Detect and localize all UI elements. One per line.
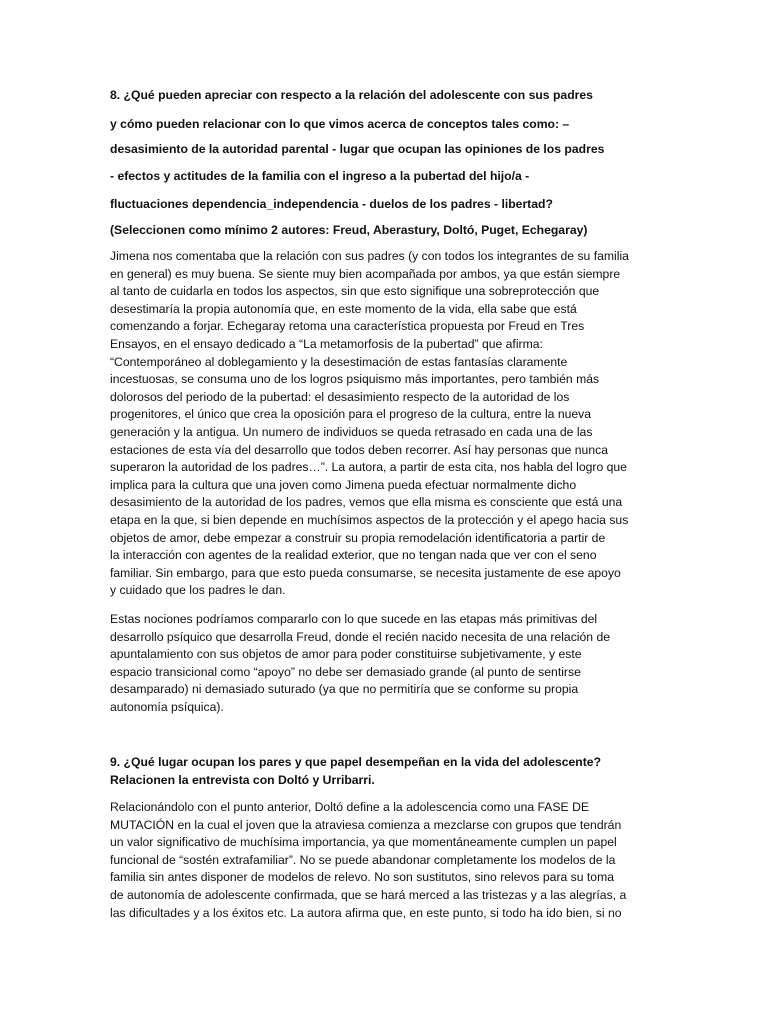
answer-8-p1-line: en general) es muy buena. Se siente muy bien acompañada por ambos, ya que están siempre xyxy=(110,266,621,281)
question-9-line: 9. ¿Qué lugar ocupan los pares y que papel desempeñan en la vida del adolescente? xyxy=(110,755,602,769)
answer-9-paragraph-1 xyxy=(110,799,658,922)
answer-8-p1-line: superaron la autoridad de los padres…”. La autora, a partir de esta cita, nos habla del logro que xyxy=(110,460,627,475)
question-9-line: Relacionen la entrevista con Doltó y Urribarri. xyxy=(110,772,375,787)
answer-8-p1-line: estaciones de esta vía del desarrollo que todos deben recorrer. Así hay personas que nunca xyxy=(110,442,608,457)
answer-8-p2-line: Estas nociones podríamos compararlo con lo que sucede en las etapas más primitivas del xyxy=(110,612,598,626)
answer-8-p1-line: “Contemporáneo al doblegamiento y la desestimación de estas fantasías claramente xyxy=(110,354,568,369)
answer-8-p1-line: al tanto de cuidarla en todos los aspectos, sin que esto signifique una sobreprotección que xyxy=(110,284,600,299)
question-8-line-3: desasimiento de la autoridad parental - lugar que ocupan las opiniones de los padres xyxy=(110,142,605,156)
question-8-line-2: y cómo pueden relacionar con lo que vimos acerca de conceptos tales como: – xyxy=(110,117,570,131)
answer-8-p1-line: dolorosos del periodo de la pubertad: el desasimiento respecto de la autoridad de los xyxy=(110,389,570,404)
answer-8-paragraph-1 xyxy=(110,248,658,600)
answer-8-paragraph-2 xyxy=(110,611,658,717)
answer-9-p1-line: un valor significativo de muchísima importancia, ya que momentáneamente cumplen un papel xyxy=(110,835,617,850)
answer-8-p2-line: autonomía psíquica). xyxy=(110,699,224,714)
answer-8-p1-line: Ensayos, en el ensayo dedicado a “La metamorfosis de la pubertad” que afirma: xyxy=(110,336,543,351)
answer-9-p1-line: MUTACIÓN en la cual el joven que la atraviesa comienza a mezclarse con grupos que tendrán xyxy=(110,817,622,832)
answer-8-p1-line: incestuosas, se consuma uno de los logros psiquismo más importantes, pero también más xyxy=(110,372,600,387)
question-9 xyxy=(110,754,658,789)
answer-8-p1-line: y cuidado que los padres le dan. xyxy=(110,583,286,598)
answer-9-p1-line: funcional de “sostén extrafamiliar”. No se puede abandonar completamente los modelos de la xyxy=(110,852,616,867)
answer-8-p2-line: apuntalamiento con sus objetos de amor para poder constituirse subjetivamente, y este xyxy=(110,647,582,662)
answer-8-p1-line: objetos de amor, debe empezar a construir su propia remodelación identificatoria a partir de xyxy=(110,530,606,545)
answer-8-p1-line: familiar. Sin embargo, para que esto pueda consumarse, se necesita justamente de ese apoyo xyxy=(110,565,621,580)
answer-9-p1-line: de autonomía de adolescente confirmada, que se hará merced a las tristezas y a las alegrías, a xyxy=(110,887,627,902)
answer-8-p1-line: implica para la cultura que una joven como Jimena pueda efectuar normalmente dicho xyxy=(110,477,577,492)
answer-9-p1-line: Relacionándolo con el punto anterior, Doltó define a la adolescencia como una FASE DE xyxy=(110,800,590,814)
answer-8-p1-line: Jimena nos comentaba que la relación con sus padres (y con todos los integrantes de su familia xyxy=(110,249,629,263)
answer-9-p1-line: familia sin antes disponer de modelos de relevo. No son sustitutos, sino relevos para su toma xyxy=(110,870,615,885)
answer-8-p1-line: desestimaría la propia autonomía que, en este momento de la vida, ella sabe que está xyxy=(110,301,577,316)
question-8-line-6: (Seleccionen como mínimo 2 autores: Freud, Aberastury, Doltó, Puget, Echegaray) xyxy=(110,223,588,237)
answer-8-p2-line: desamparado) ni demasiado suturado (ya que no permitiría que se conforme su propia xyxy=(110,682,579,697)
answer-8-p1-line: etapa en la que, si bien depende en muchísimos aspectos de la protección y el apego hacia sus xyxy=(110,512,629,527)
answer-8-p1-line: generación y la antigua. Un numero de individuos se queda retrasado en cada una de las xyxy=(110,424,593,439)
question-8-line-4: - efectos y actitudes de la familia con el ingreso a la pubertad del hijo/a - xyxy=(110,169,530,183)
question-8-line-1: 8. ¿Qué pueden apreciar con respecto a la relación del adolescente con sus padres xyxy=(110,88,593,102)
answer-8-p1-line: desasimiento de la autoridad de los padres, vemos que ella misma es consciente que está una xyxy=(110,495,623,510)
answer-8-p1-line: progenitores, el único que crea la oposición para el progreso de la cultura, entre la nueva xyxy=(110,407,592,422)
answer-8-p1-line: la interacción con agentes de la realidad exterior, que no tengan nada que ver con el seno xyxy=(110,548,597,563)
question-8-line-5: fluctuaciones dependencia_independencia - duelos de los padres - libertad? xyxy=(110,197,553,211)
answer-9-p1-line: las dificultades y a los éxitos etc. La autora afirma que, en este punto, si todo ha ido bien, si no xyxy=(110,905,622,920)
answer-8-p2-line: espacio transicional como “apoyo” no debe ser demasiado grande (al punto de sentirse xyxy=(110,664,581,679)
answer-8-p2-line: desarrollo psíquico que desarrolla Freud, donde el recién nacido necesita de una relación de xyxy=(110,629,611,644)
answer-8-p1-line: comenzando a forjar. Echegaray retoma una característica propuesta por Freud en Tres xyxy=(110,319,585,334)
